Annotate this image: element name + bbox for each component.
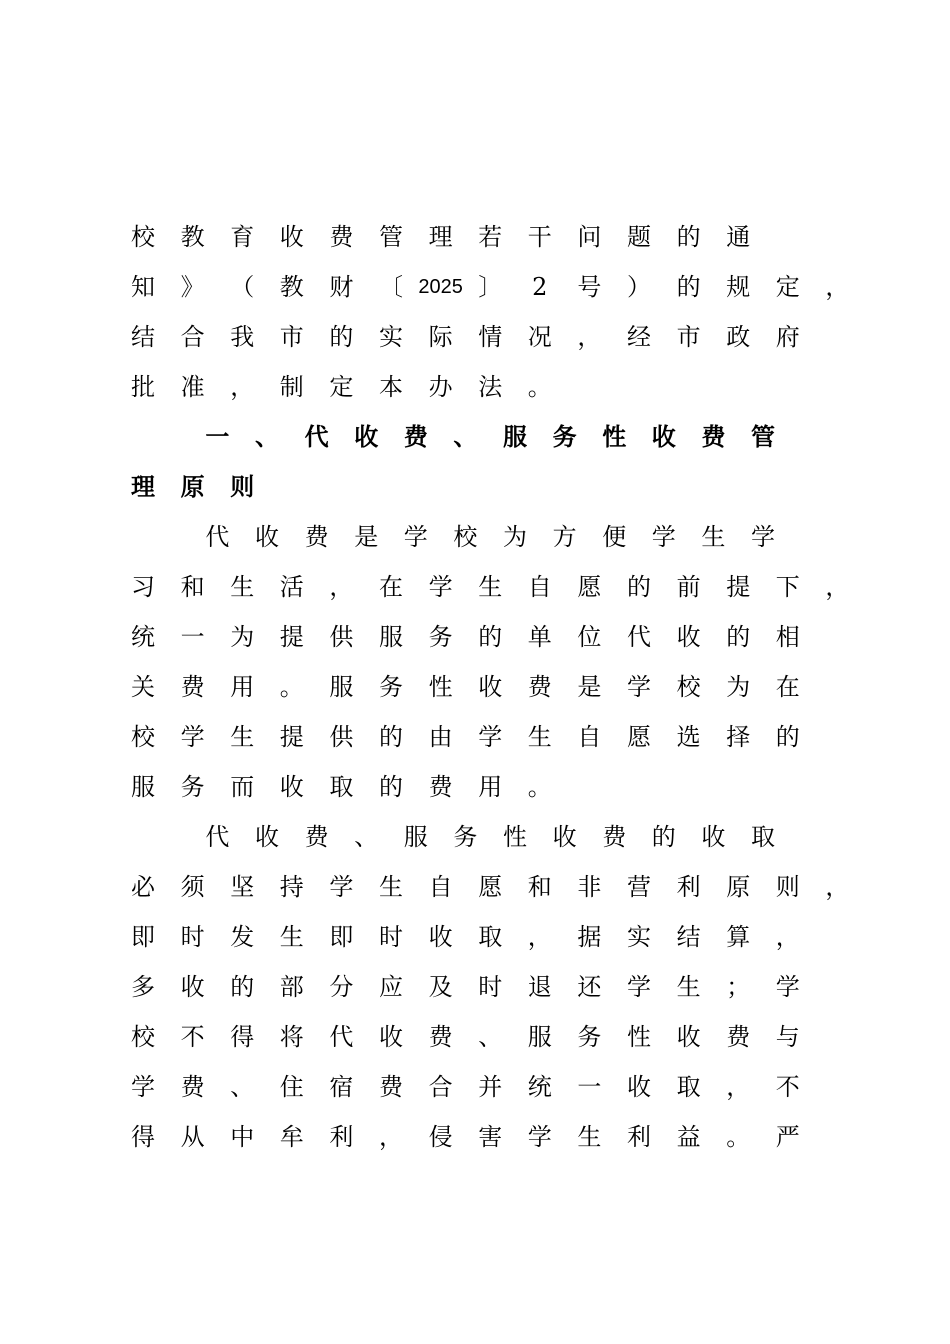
document-line: 即 时 发 生 即 时 收 取 ， 据 实 结 算 ， (131, 923, 800, 951)
document-line: 多 收 的 部 分 应 及 时 退 还 学 生 ； 学 (131, 973, 800, 1001)
document-line: 代 收 费 、 服 务 性 收 费 的 收 取 (205, 823, 775, 851)
document-line: 必 须 坚 持 学 生 自 愿 和 非 营 利 原 则 ， (131, 873, 850, 901)
document-line: 习 和 生 活 ， 在 学 生 自 愿 的 前 提 下 ， (131, 573, 850, 601)
document-line: 结 合 我 市 的 实 际 情 况 ， 经 市 政 府 (131, 323, 800, 351)
document-line: 学 费 、 住 宿 费 合 并 统 一 收 取 ， 不 (131, 1073, 800, 1101)
document-line: 批 准 ， 制 定 本 办 法 。 (131, 373, 552, 401)
document-line: 得 从 中 牟 利 ， 侵 害 学 生 利 益 。 严 (131, 1123, 800, 1151)
document-line: 校 学 生 提 供 的 由 学 生 自 愿 选 择 的 (131, 723, 800, 751)
document-line: 一 、 代 收 费 、 服 务 性 收 费 管 (205, 422, 775, 451)
document-line: 统 一 为 提 供 服 务 的 单 位 代 收 的 相 (131, 623, 800, 651)
document-line: 知 》 （ 教 财 〔 2025 〕 2 号 ） 的 规 定 ， (131, 273, 850, 301)
document-line: 理 原 则 (131, 472, 255, 501)
document-line: 服 务 而 收 取 的 费 用 。 (131, 773, 552, 801)
document-line: 校 教 育 收 费 管 理 若 干 问 题 的 通 (131, 223, 751, 251)
document-line: 校 不 得 将 代 收 费 、 服 务 性 收 费 与 (131, 1023, 800, 1051)
document-line: 代 收 费 是 学 校 为 方 便 学 生 学 (205, 523, 775, 551)
document-line: 关 费 用 。 服 务 性 收 费 是 学 校 为 在 (131, 673, 800, 701)
